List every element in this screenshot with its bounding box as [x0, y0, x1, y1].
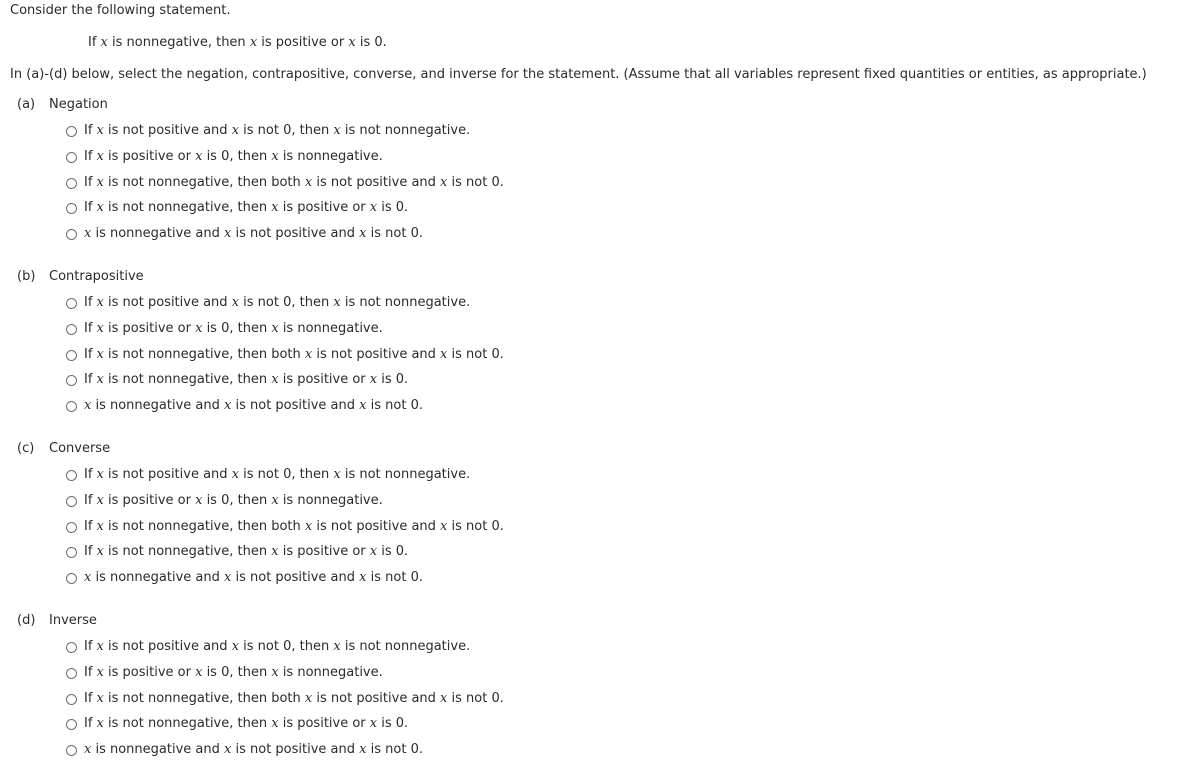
option-text: If x is not nonnegative, then x is positive or x is 0.: [84, 716, 409, 731]
answer-option[interactable]: [66, 293, 470, 313]
radio-button[interactable]: [66, 642, 77, 653]
radio-button[interactable]: [66, 573, 77, 584]
statement-text: If x is nonnegative, then x is positive or x is 0.: [88, 35, 387, 50]
radio-button[interactable]: [66, 152, 77, 163]
part-title: Converse: [49, 441, 111, 456]
part-title: Negation: [49, 97, 108, 112]
radio-button[interactable]: [66, 547, 77, 558]
answer-option[interactable]: [66, 198, 408, 218]
instructions-text: In (a)-(d) below, select the negation, contrapositive, converse, and inverse for the statement. (Assume that all variables represent fixed quantities or entities, as appropriate.): [10, 67, 1147, 82]
option-text: If x is positive or x is 0, then x is nonnegative.: [84, 149, 383, 164]
radio-button[interactable]: [66, 298, 77, 309]
answer-option[interactable]: [66, 345, 504, 365]
option-text: If x is not nonnegative, then x is positive or x is 0.: [84, 200, 409, 215]
option-text: x is nonnegative and x is not positive and x is not 0.: [84, 226, 423, 241]
part-letter: (d): [17, 613, 36, 628]
answer-option[interactable]: [66, 173, 504, 193]
answer-option[interactable]: [66, 637, 470, 657]
option-text: If x is not positive and x is not 0, then x is not nonnegative.: [84, 123, 471, 138]
answer-option[interactable]: [66, 517, 504, 537]
part-heading: [17, 97, 108, 113]
part-heading: [17, 269, 144, 285]
answer-option[interactable]: [66, 396, 423, 416]
radio-button[interactable]: [66, 401, 77, 412]
option-text: If x is not positive and x is not 0, then x is not nonnegative.: [84, 639, 471, 654]
radio-button[interactable]: [66, 522, 77, 533]
part-heading: [17, 441, 110, 457]
answer-option[interactable]: [66, 542, 408, 562]
part-heading: [17, 613, 97, 629]
option-text: If x is not nonnegative, then x is positive or x is 0.: [84, 372, 409, 387]
option-text: If x is positive or x is 0, then x is nonnegative.: [84, 321, 383, 336]
option-text: If x is not nonnegative, then both x is not positive and x is not 0.: [84, 347, 504, 362]
radio-button[interactable]: [66, 470, 77, 481]
answer-option[interactable]: [66, 224, 423, 244]
radio-button[interactable]: [66, 126, 77, 137]
option-text: If x is not nonnegative, then x is positive or x is 0.: [84, 544, 409, 559]
part-letter: (c): [17, 441, 35, 456]
option-text: If x is not positive and x is not 0, then x is not nonnegative.: [84, 467, 471, 482]
part-letter: (b): [17, 269, 36, 284]
radio-button[interactable]: [66, 375, 77, 386]
radio-button[interactable]: [66, 496, 77, 507]
option-text: If x is not nonnegative, then both x is not positive and x is not 0.: [84, 175, 504, 190]
option-text: If x is not nonnegative, then both x is not positive and x is not 0.: [84, 691, 504, 706]
option-text: If x is positive or x is 0, then x is nonnegative.: [84, 665, 383, 680]
answer-option[interactable]: [66, 319, 383, 339]
answer-option[interactable]: [66, 370, 408, 390]
answer-option[interactable]: [66, 689, 504, 709]
option-text: If x is positive or x is 0, then x is nonnegative.: [84, 493, 383, 508]
option-text: x is nonnegative and x is not positive and x is not 0.: [84, 742, 423, 757]
part-title: Contrapositive: [49, 269, 144, 284]
option-text: If x is not nonnegative, then both x is not positive and x is not 0.: [84, 519, 504, 534]
radio-button[interactable]: [66, 668, 77, 679]
answer-option[interactable]: [66, 568, 423, 588]
part-title: Inverse: [49, 613, 97, 628]
radio-button[interactable]: [66, 324, 77, 335]
option-text: If x is not positive and x is not 0, then x is not nonnegative.: [84, 295, 471, 310]
option-text: x is nonnegative and x is not positive and x is not 0.: [84, 398, 423, 413]
radio-button[interactable]: [66, 229, 77, 240]
radio-button[interactable]: [66, 350, 77, 361]
answer-option[interactable]: [66, 465, 470, 485]
option-text: x is nonnegative and x is not positive and x is not 0.: [84, 570, 423, 585]
answer-option[interactable]: [66, 740, 423, 760]
radio-button[interactable]: [66, 694, 77, 705]
answer-option[interactable]: [66, 147, 383, 167]
radio-button[interactable]: [66, 719, 77, 730]
answer-option[interactable]: [66, 121, 470, 141]
answer-option[interactable]: [66, 491, 383, 511]
radio-button[interactable]: [66, 203, 77, 214]
intro-text: Consider the following statement.: [10, 3, 231, 18]
answer-option[interactable]: [66, 714, 408, 734]
answer-option[interactable]: [66, 663, 383, 683]
part-letter: (a): [17, 97, 36, 112]
radio-button[interactable]: [66, 178, 77, 189]
radio-button[interactable]: [66, 745, 77, 756]
